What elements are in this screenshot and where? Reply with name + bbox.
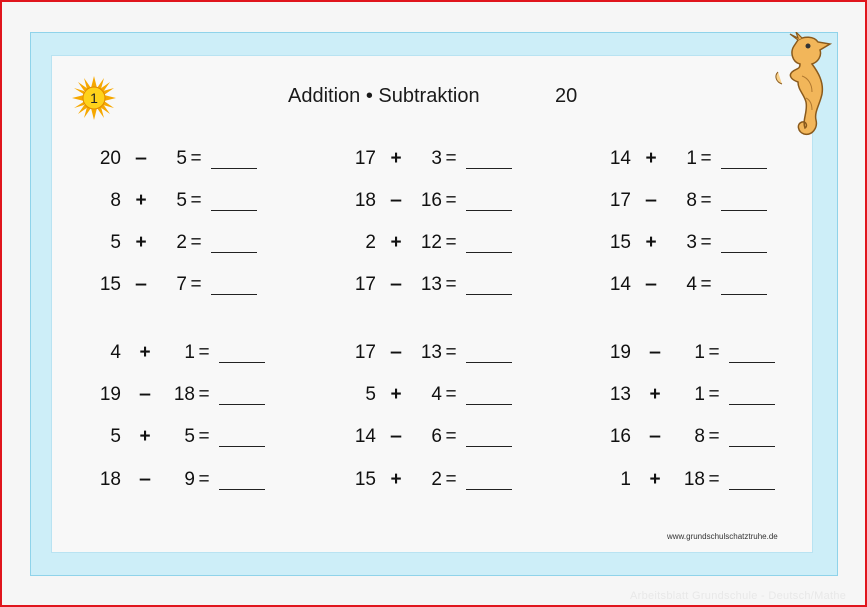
- operator-sign: ‒: [645, 274, 657, 295]
- operand-b: 5: [184, 426, 195, 447]
- equation-row: [352, 424, 527, 450]
- equation-row: [607, 467, 782, 493]
- operand-b: 8: [686, 190, 697, 211]
- equals-sign: =: [190, 148, 202, 169]
- equation-row: [97, 272, 272, 298]
- answer-blank[interactable]: [721, 168, 767, 169]
- equals-sign: =: [445, 342, 457, 363]
- operand-b: 3: [431, 148, 442, 169]
- equals-sign: =: [700, 190, 712, 211]
- equation-row: [97, 340, 272, 366]
- equation-row: [97, 382, 272, 408]
- operator-sign: +: [645, 148, 657, 169]
- number-range: 20: [555, 85, 578, 107]
- operator-sign: ‒: [390, 274, 402, 295]
- operator-sign: ‒: [390, 190, 402, 211]
- operator-sign: +: [649, 469, 661, 490]
- answer-blank[interactable]: [219, 362, 265, 363]
- equation-row: [607, 424, 782, 450]
- operand-b: 2: [431, 469, 442, 490]
- answer-blank[interactable]: [219, 446, 265, 447]
- operand-a: 2: [365, 232, 376, 253]
- equals-sign: =: [198, 342, 210, 363]
- operand-b: 5: [176, 190, 187, 211]
- operator-sign: ‒: [645, 190, 657, 211]
- operand-a: 18: [99, 469, 121, 490]
- answer-blank[interactable]: [721, 252, 767, 253]
- operator-sign: ‒: [139, 469, 151, 490]
- equals-sign: =: [190, 274, 202, 295]
- equation-row: [352, 146, 527, 172]
- operator-sign: +: [649, 384, 661, 405]
- equation-row: [607, 188, 782, 214]
- operator-sign: +: [645, 232, 657, 253]
- answer-blank[interactable]: [729, 362, 775, 363]
- answer-blank[interactable]: [729, 404, 775, 405]
- operator-sign: +: [390, 469, 402, 490]
- operand-a: 17: [609, 190, 631, 211]
- operand-b: 9: [184, 469, 195, 490]
- equals-sign: =: [708, 426, 720, 447]
- answer-blank[interactable]: [211, 294, 257, 295]
- operand-b: 18: [173, 384, 195, 405]
- equals-sign: =: [445, 190, 457, 211]
- equals-sign: =: [198, 426, 210, 447]
- operand-b: 3: [686, 232, 697, 253]
- seahorse-illustration-icon: [768, 32, 840, 142]
- equals-sign: =: [190, 232, 202, 253]
- equals-sign: =: [708, 384, 720, 405]
- operand-a: 19: [609, 342, 631, 363]
- equation-row: [352, 230, 527, 256]
- operand-b: 13: [420, 342, 442, 363]
- operator-sign: +: [135, 190, 147, 211]
- operator-sign: ‒: [139, 384, 151, 405]
- equation-row: [352, 467, 527, 493]
- operand-a: 17: [354, 342, 376, 363]
- operator-sign: +: [390, 232, 402, 253]
- equals-sign: =: [708, 469, 720, 490]
- operand-b: 4: [431, 384, 442, 405]
- equals-sign: =: [198, 469, 210, 490]
- operator-sign: +: [139, 342, 151, 363]
- operator-sign: +: [390, 384, 402, 405]
- answer-blank[interactable]: [729, 489, 775, 490]
- answer-blank[interactable]: [211, 210, 257, 211]
- answer-blank[interactable]: [466, 252, 512, 253]
- answer-blank[interactable]: [211, 252, 257, 253]
- operand-a: 15: [609, 232, 631, 253]
- operand-b: 4: [686, 274, 697, 295]
- operator-sign: ‒: [649, 342, 661, 363]
- footer-url: www.grundschulschatztruhe.de: [667, 532, 778, 541]
- operand-b: 1: [694, 342, 705, 363]
- sun-badge-icon: [72, 76, 116, 120]
- operand-b: 6: [431, 426, 442, 447]
- answer-blank[interactable]: [466, 362, 512, 363]
- answer-blank[interactable]: [219, 404, 265, 405]
- equals-sign: =: [700, 148, 712, 169]
- equals-sign: =: [445, 469, 457, 490]
- operand-a: 17: [354, 148, 376, 169]
- operand-a: 14: [609, 274, 631, 295]
- operand-a: 14: [354, 426, 376, 447]
- answer-blank[interactable]: [466, 446, 512, 447]
- operator-sign: ‒: [649, 426, 661, 447]
- operand-a: 15: [354, 469, 376, 490]
- answer-blank[interactable]: [721, 210, 767, 211]
- answer-blank[interactable]: [729, 446, 775, 447]
- operand-a: 17: [354, 274, 376, 295]
- answer-blank[interactable]: [466, 210, 512, 211]
- operand-b: 1: [694, 384, 705, 405]
- operator-sign: +: [139, 426, 151, 447]
- equation-row: [607, 146, 782, 172]
- equals-sign: =: [700, 232, 712, 253]
- operator-sign: +: [390, 148, 402, 169]
- answer-blank[interactable]: [721, 294, 767, 295]
- operand-b: 1: [184, 342, 195, 363]
- equals-sign: =: [445, 384, 457, 405]
- equation-row: [352, 272, 527, 298]
- equation-row: [607, 340, 782, 366]
- equals-sign: =: [445, 426, 457, 447]
- answer-blank[interactable]: [466, 168, 512, 169]
- operand-a: 1: [620, 469, 631, 490]
- equals-sign: =: [198, 384, 210, 405]
- equation-row: [607, 382, 782, 408]
- operand-a: 8: [110, 190, 121, 211]
- operand-b: 7: [176, 274, 187, 295]
- operand-a: 5: [110, 426, 121, 447]
- worksheet-number: 1: [90, 90, 98, 106]
- operator-sign: ‒: [135, 274, 147, 295]
- operand-a: 15: [99, 274, 121, 295]
- operator-sign: ‒: [390, 426, 402, 447]
- operand-b: 12: [420, 232, 442, 253]
- operand-b: 18: [683, 469, 705, 490]
- equation-row: [97, 230, 272, 256]
- equals-sign: =: [708, 342, 720, 363]
- operand-b: 8: [694, 426, 705, 447]
- equation-row: [352, 382, 527, 408]
- operator-sign: ‒: [390, 342, 402, 363]
- operand-a: 4: [110, 342, 121, 363]
- operand-b: 5: [176, 148, 187, 169]
- watermark-text: Arbeitsblatt Grundschule - Deutsch/Mathe: [630, 590, 847, 602]
- answer-blank[interactable]: [219, 489, 265, 490]
- equation-row: [607, 272, 782, 298]
- equation-row: [97, 188, 272, 214]
- operand-a: 20: [99, 148, 121, 169]
- equation-row: [97, 146, 272, 172]
- worksheet-title: Addition • Subtraktion: [288, 85, 480, 107]
- operand-a: 5: [365, 384, 376, 405]
- equals-sign: =: [445, 148, 457, 169]
- operator-sign: +: [135, 232, 147, 253]
- equation-row: [352, 188, 527, 214]
- equals-sign: =: [445, 274, 457, 295]
- operand-a: 5: [110, 232, 121, 253]
- equation-row: [97, 467, 272, 493]
- operand-b: 1: [686, 148, 697, 169]
- equals-sign: =: [190, 190, 202, 211]
- operand-a: 19: [99, 384, 121, 405]
- operand-a: 13: [609, 384, 631, 405]
- equation-row: [97, 424, 272, 450]
- equals-sign: =: [700, 274, 712, 295]
- equation-row: [352, 340, 527, 366]
- operand-b: 16: [420, 190, 442, 211]
- answer-blank[interactable]: [211, 168, 257, 169]
- answer-blank[interactable]: [466, 404, 512, 405]
- operand-a: 16: [609, 426, 631, 447]
- operator-sign: ‒: [135, 148, 147, 169]
- equation-row: [607, 230, 782, 256]
- operand-a: 14: [609, 148, 631, 169]
- operand-b: 2: [176, 232, 187, 253]
- operand-b: 13: [420, 274, 442, 295]
- answer-blank[interactable]: [466, 489, 512, 490]
- answer-blank[interactable]: [466, 294, 512, 295]
- equals-sign: =: [445, 232, 457, 253]
- operand-a: 18: [354, 190, 376, 211]
